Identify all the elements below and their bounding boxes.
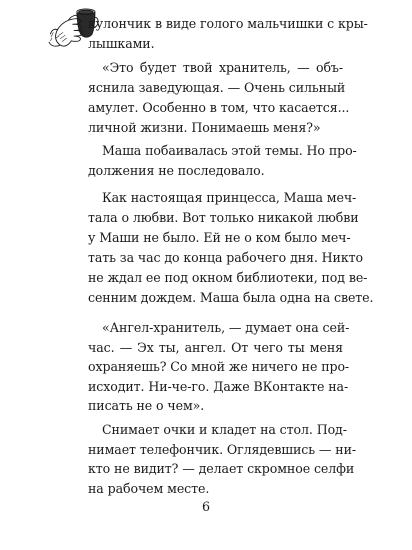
text-line: «Ангел-хранитель, — думает она сей- (102, 320, 350, 335)
text-line: кулончик в виде голого мальчишки с кры- (88, 16, 368, 31)
paragraph-1 (88, 14, 368, 54)
text-line: писать не о чем». (88, 398, 205, 413)
page-number: 6 (201, 499, 210, 514)
text-line: исходит. Ни-че-го. Даже ВКонтакте на- (88, 378, 349, 394)
text-line: у Маши не было. Ей не о ком было меч- (88, 230, 351, 245)
text-line: Как настоящая принцесса, Маша меч- (102, 190, 357, 205)
text-line: «Это будет твой хранитель, — объ- (102, 60, 343, 75)
paragraph-2 (88, 58, 350, 138)
text-line: Снимает очки и кладет на стол. Под- (102, 422, 347, 437)
paragraph-5 (88, 318, 350, 416)
text-line: тала о любви. Вот только никакой любви (88, 210, 359, 225)
text-line: должения не последовало. (88, 163, 265, 178)
text-line: охраняешь? Со мной же ничего не про- (88, 359, 350, 374)
text-line: нимает телефончик. Оглядевшись — ни- (88, 441, 357, 457)
text-line: тать за час до конца рабочего дня. Никто (88, 250, 363, 265)
text-line: на рабочем месте. (88, 480, 210, 496)
paragraph-6 (88, 420, 357, 498)
paragraph-3 (88, 141, 357, 181)
text-line: яснила заведующая. — Очень сильный (88, 80, 346, 95)
text-line: амулет. Особенно в том, что касается... (88, 100, 350, 115)
text-line: час. — Эх ты, ангел. От чего ты меня (88, 339, 343, 355)
text-line: лышками. (88, 36, 155, 51)
text-line: кто не видит? — делает скромное селфи (88, 461, 355, 476)
paragraph-4 (88, 188, 374, 308)
text-line: не ждал ее под окном библиотеки, под ве- (88, 270, 368, 285)
text-line: Маша побаивалась этой темы. Но про- (102, 143, 357, 158)
text-line: личной жизни. Понимаешь меня?» (88, 120, 321, 135)
text-line: сенним дождем. Маша была одна на свете. (88, 290, 374, 305)
